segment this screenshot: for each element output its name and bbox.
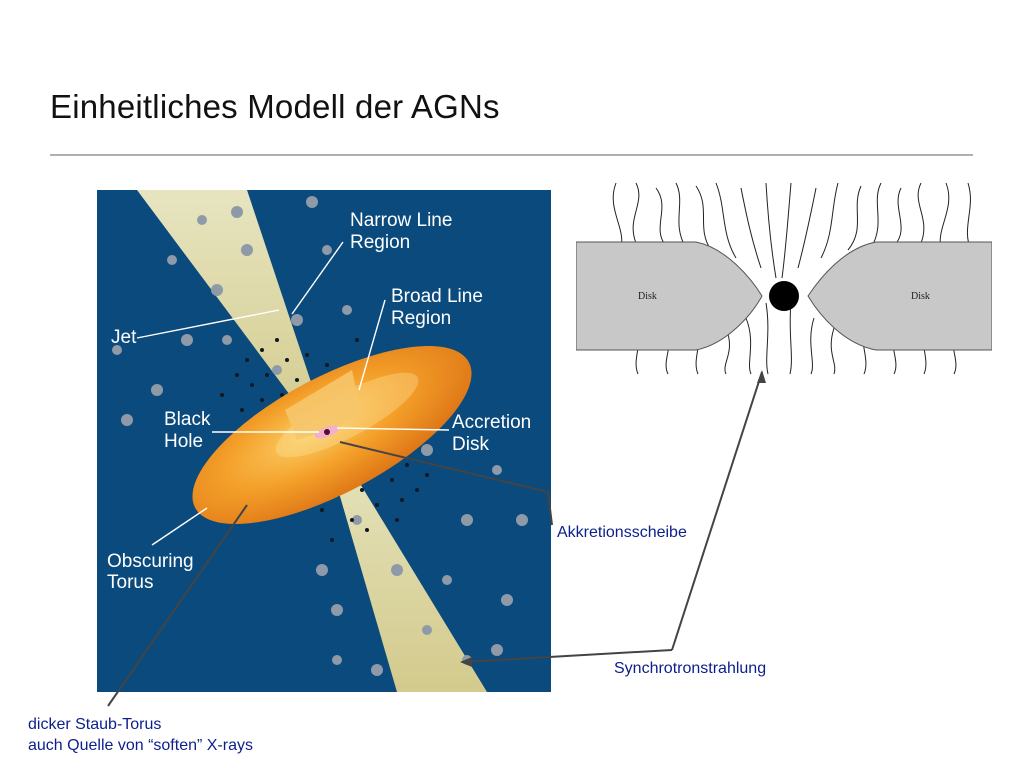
caption-staub-torus-line1: dicker Staub-Torus <box>28 716 162 733</box>
label-black-hole-2: Hole <box>164 431 204 452</box>
disk-left-label: Disk <box>638 291 657 302</box>
label-accretion-disk-2: Disk <box>452 434 489 455</box>
pointer-akkretion <box>340 442 552 525</box>
caption-synchrotronstrahlung: Synchrotronstrahlung <box>614 660 767 677</box>
label-broad-line-region: Broad Line <box>391 286 483 307</box>
label-obscuring-torus: Obscuring <box>107 551 194 572</box>
pointer-torus <box>108 505 247 706</box>
label-broad-line-region-2: Region <box>391 308 452 329</box>
caption-akkretionsscheibe: Akkretionsscheibe <box>557 524 687 541</box>
label-obscuring-torus-2: Torus <box>107 572 154 593</box>
caption-staub-torus-line2: auch Quelle von “soften” X-rays <box>28 737 253 754</box>
slide-title: Einheitliches Modell der AGNs <box>50 88 500 125</box>
label-black-hole: Black <box>164 409 211 430</box>
disk-right-label: Disk <box>911 291 930 302</box>
label-narrow-line-region: Narrow Line <box>350 210 453 231</box>
arrowhead-synchrotron-jet <box>460 657 472 667</box>
label-accretion-disk: Accretion <box>452 412 532 433</box>
pointer-synchrotron-field <box>672 372 762 650</box>
label-narrow-line-region-2: Region <box>350 232 411 253</box>
arrowhead-synchrotron-field <box>757 370 766 383</box>
label-jet: Jet <box>111 327 137 348</box>
